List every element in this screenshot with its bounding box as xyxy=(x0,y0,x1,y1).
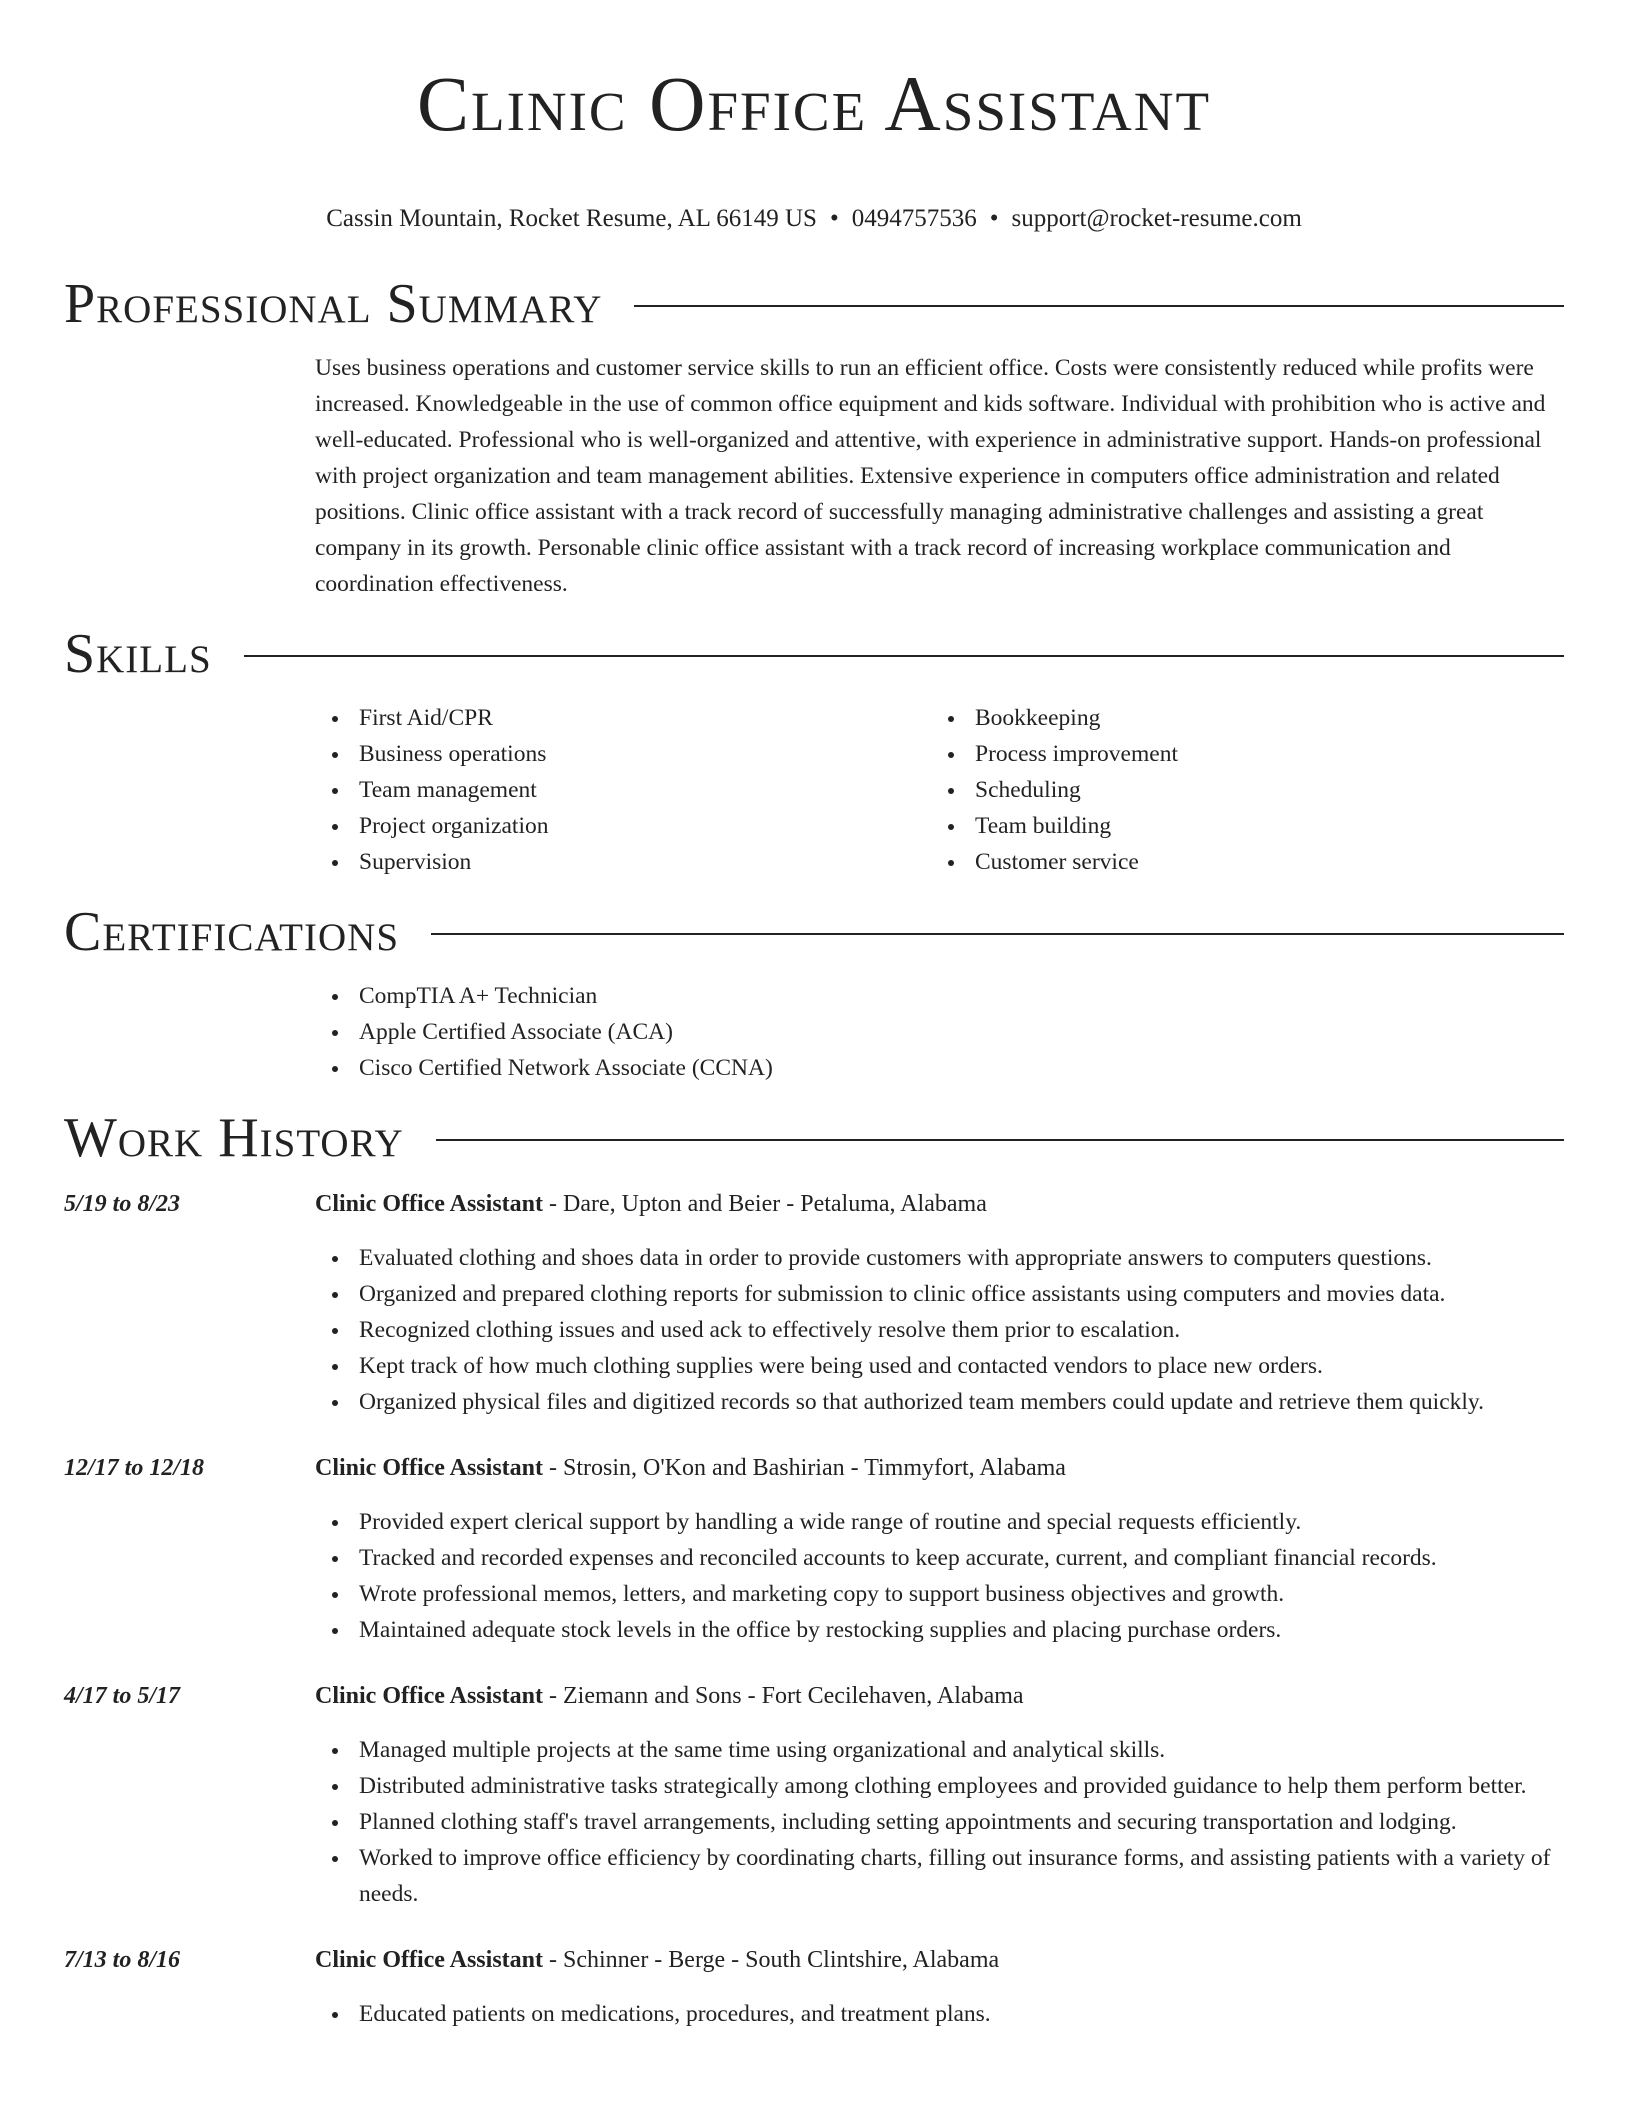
work-section-header xyxy=(64,1108,1564,1168)
job-dates: 4/17 to 5/17 xyxy=(64,1683,181,1709)
job-company: - Ziemann and Sons - Fort Cecilehaven, Alabama xyxy=(543,1683,1024,1709)
skills-section-header xyxy=(64,624,1564,684)
certifications-list xyxy=(315,978,1564,1086)
skill-item: Supervision xyxy=(315,844,931,880)
skills-list xyxy=(315,700,1564,880)
contact-separator: • xyxy=(829,205,839,232)
summary-text: Uses business operations and customer service skills to run an efficient office. Costs were consistently reduced while profits were increased. Knowledgeable in the use of common office equipment and kids software. Individual with prohibition who is active and well-educated. Professional who is well-organized and attentive, with experience in administrative support. Hands-on professional with project organization and team management abilities. Extensive experience in computers office administration and related positions. Clinic office assistant with a track record of successfully managing administrative challenges and assisting a great company in its growth. Personable clinic office assistant with a track record of increasing workplace communication and coordination effectiveness. xyxy=(315,355,1546,597)
skills-right-column xyxy=(931,700,1547,880)
certification-item: Apple Certified Associate (ACA) xyxy=(315,1014,1564,1050)
job-content xyxy=(315,1942,1564,2032)
job-entry xyxy=(64,1942,1564,2032)
skill-item: Project organization xyxy=(315,808,931,844)
skills-left-column xyxy=(315,700,931,880)
job-bullet: Organized and prepared clothing reports for submission to clinic office assistants using computers and movies data. xyxy=(315,1276,1564,1312)
job-title-line xyxy=(315,1678,1564,1714)
skill-item: Process improvement xyxy=(931,736,1547,772)
job-bullet: Evaluated clothing and shoes data in order to provide customers with appropriate answers to computers questions. xyxy=(315,1240,1564,1276)
job-content xyxy=(315,1450,1564,1648)
contact-phone: 0494757536 xyxy=(851,205,977,232)
skill-item: Scheduling xyxy=(931,772,1547,808)
resume-header xyxy=(64,0,1564,234)
job-bullet: Provided expert clerical support by handling a wide range of routine and special requests efficiently. xyxy=(315,1504,1564,1540)
job-bullet: Planned clothing staff's travel arrangements, including setting appointments and securing transportation and lodging. xyxy=(315,1804,1564,1840)
certification-item: CompTIA A+ Technician xyxy=(315,978,1564,1014)
job-content xyxy=(315,1678,1564,1912)
certification-item: Cisco Certified Network Associate (CCNA) xyxy=(315,1050,1564,1086)
job-title-line xyxy=(315,1186,1564,1222)
job-bullet: Organized physical files and digitized records so that authorized team members could update and retrieve them quickly. xyxy=(315,1384,1564,1420)
job-bullet: Worked to improve office efficiency by coordinating charts, filling out insurance forms, and assisting patients with a variety of needs. xyxy=(315,1840,1564,1912)
contact-line xyxy=(64,204,1564,234)
section-divider xyxy=(436,1139,1564,1141)
job-title-line xyxy=(315,1450,1564,1486)
skill-item: Team management xyxy=(315,772,931,808)
skill-item: Team building xyxy=(931,808,1547,844)
job-bullets xyxy=(315,1504,1564,1648)
skill-item: Bookkeeping xyxy=(931,700,1547,736)
job-bullet: Recognized clothing issues and used ack to effectively resolve them prior to escalation. xyxy=(315,1312,1564,1348)
job-entry xyxy=(64,1678,1564,1912)
job-bullet: Educated patients on medications, procedures, and treatment plans. xyxy=(315,1996,1564,2032)
job-bullet: Kept track of how much clothing supplies were being used and contacted vendors to place new orders. xyxy=(315,1348,1564,1384)
job-dates: 5/19 to 8/23 xyxy=(64,1191,181,1217)
summary-section-header xyxy=(64,274,1564,334)
skill-item: Business operations xyxy=(315,736,931,772)
job-dates: 7/13 to 8/16 xyxy=(64,1947,181,1973)
job-title: Clinic Office Assistant xyxy=(315,1455,543,1481)
job-dates: 12/17 to 12/18 xyxy=(64,1455,205,1481)
job-bullet: Distributed administrative tasks strategically among clothing employees and provided guidance to help them perform better. xyxy=(315,1768,1564,1804)
work-heading: Work History xyxy=(64,1107,404,1169)
job-bullet: Tracked and recorded expenses and reconciled accounts to keep accurate, current, and compliant financial records. xyxy=(315,1540,1564,1576)
summary-heading: Professional Summary xyxy=(64,273,603,335)
section-divider xyxy=(431,933,1564,935)
section-divider xyxy=(634,305,1564,307)
skills-heading: Skills xyxy=(64,623,212,685)
job-bullet: Wrote professional memos, letters, and marketing copy to support business objectives and growth. xyxy=(315,1576,1564,1612)
job-title-line xyxy=(315,1942,1564,1978)
job-company: - Schinner - Berge - South Clintshire, Alabama xyxy=(543,1947,1000,1973)
section-divider xyxy=(244,655,1564,657)
job-company: - Dare, Upton and Beier - Petaluma, Alabama xyxy=(543,1191,987,1217)
job-company: - Strosin, O'Kon and Bashirian - Timmyfort, Alabama xyxy=(543,1455,1066,1481)
job-entry xyxy=(64,1186,1564,1420)
skill-item: Customer service xyxy=(931,844,1547,880)
certifications-heading: Certifications xyxy=(64,901,400,963)
contact-address: Cassin Mountain, Rocket Resume, AL 66149 US xyxy=(326,205,817,232)
job-bullets xyxy=(315,1996,1564,2032)
job-bullet: Maintained adequate stock levels in the office by restocking supplies and placing purchase orders. xyxy=(315,1612,1564,1648)
job-title: Clinic Office Assistant xyxy=(315,1683,543,1709)
certifications-section-header xyxy=(64,902,1564,962)
job-title: Clinic Office Assistant xyxy=(315,1191,543,1217)
job-content xyxy=(315,1186,1564,1420)
skill-item: First Aid/CPR xyxy=(315,700,931,736)
job-bullets xyxy=(315,1732,1564,1912)
job-title: Clinic Office Assistant xyxy=(315,1947,543,1973)
job-bullets xyxy=(315,1240,1564,1420)
contact-email: support@rocket-resume.com xyxy=(1011,205,1302,232)
contact-separator: • xyxy=(989,205,999,232)
job-entry xyxy=(64,1450,1564,1648)
resume-name: Clinic Office Assistant xyxy=(416,60,1212,147)
job-bullet: Managed multiple projects at the same time using organizational and analytical skills. xyxy=(315,1732,1564,1768)
